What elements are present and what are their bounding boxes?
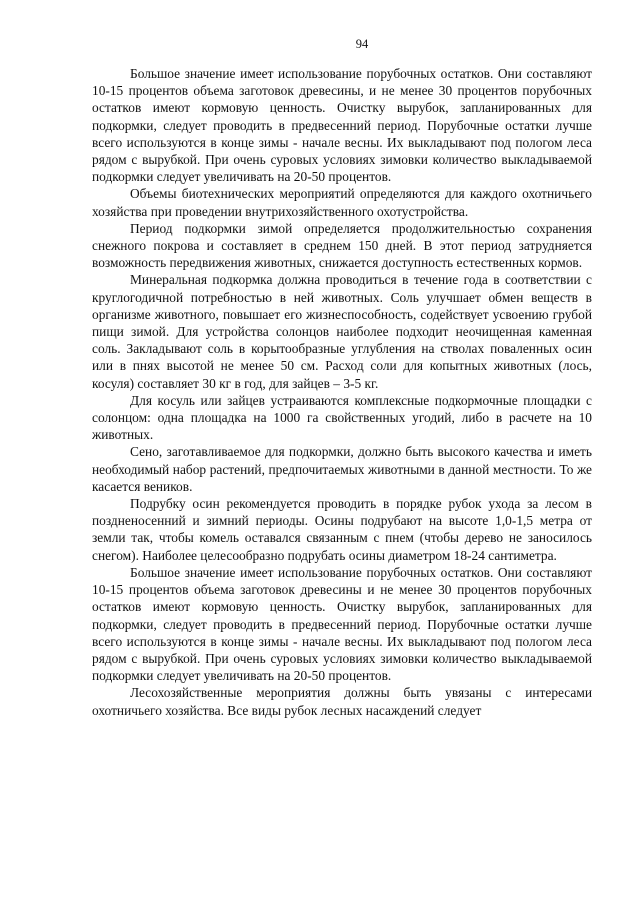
paragraph: Лесохозяйственные мероприятия должны быть увязаны с интересами охотничьего хозяйства. Все виды рубок лесных насаждений следует: [92, 685, 592, 718]
paragraph: Период подкормки зимой определяется продолжительностью сохранения снежного покрова и составляет в среднем 150 дней. В этот период затрудняется возможность передвижения животных, снижается доступность естественных кормов.: [92, 220, 592, 271]
paragraph: Подрубку осин рекомендуется проводить в порядке рубок ухода за лесом в поздненосенний и зимний периоды. Осины подрубают на высоте 1,0-1,5 метра от земли так, чтобы комель оставался связанным с пнем (чтобы дерево не заносилось снегом). Наиболее целесообразно подрубать осины диаметром 18-24 сантиметра.: [92, 496, 592, 563]
paragraph: Большое значение имеет использование порубочных остатков. Они составляют 10-15 процентов объема заготовок древесины, и не менее 30 процентов порубочных остатков имеют кормовую ценность. Очистку вырубок, запланированных для подкормки, следует проводить в предвесенний период. Порубочные остатки лучше всего используются в конце зимы - начале весны. Их выкладывают под пологом леса рядом с вырубкой. При очень суровых условиях зимовки количество выкладываемой подкормки следует увеличивать на 20-50 процентов.: [92, 66, 592, 185]
paragraph: Для косуль или зайцев устраиваются комплексные подкормочные площадки с солонцом: одна площадка на 1000 га свойственных угодий, либо в расчете на 10 животных.: [92, 392, 592, 443]
paragraph: Сено, заготавливаемое для подкормки, должно быть высокого качества и иметь необходимый набор растений, предпочитаемых животными в данной местности. То же касается веников.: [92, 444, 592, 494]
paragraph: Большое значение имеет использование порубочных остатков. Они составляют 10-15 процентов объема заготовок древесины и не менее 30 процентов порубочных остатков имеют кормовую ценность. Очистку вырубок, запланированных для подкормки, следует проводить в предвесенний период. Порубочные остатки лучше всего используются в конце зимы - начале весны. Их выкладывают под пологом леса рядом с вырубкой. При очень суровых условиях зимовки количество выкладываемой подкормки следует увеличивать на 20-50 процентов.: [92, 564, 592, 684]
paragraph: Объемы биотехнических мероприятий определяются для каждого охотничьего хозяйства при проведении внутрихозяйственного охотустройства.: [92, 186, 592, 219]
page-number: 94: [355, 37, 369, 51]
paragraph: Минеральная подкормка должна проводиться в течение года в соответствии с круглогодичной потребностью в ней животных. Соль улучшает обмен веществ в организме животного, повышает его жизнеспособность, содействует усвоению грубой пищи зимой. Для устройства солонцов наиболее подходит неочищенная каменная соль. Закладывают соль в корытообразные углубления на стволах поваленных осин или в пнях высотой не менее 50 см. Расход соли для копытных животных (лось, косуля) составляет 30 кг в год, для зайцев – 3-5 кг.: [92, 272, 592, 391]
